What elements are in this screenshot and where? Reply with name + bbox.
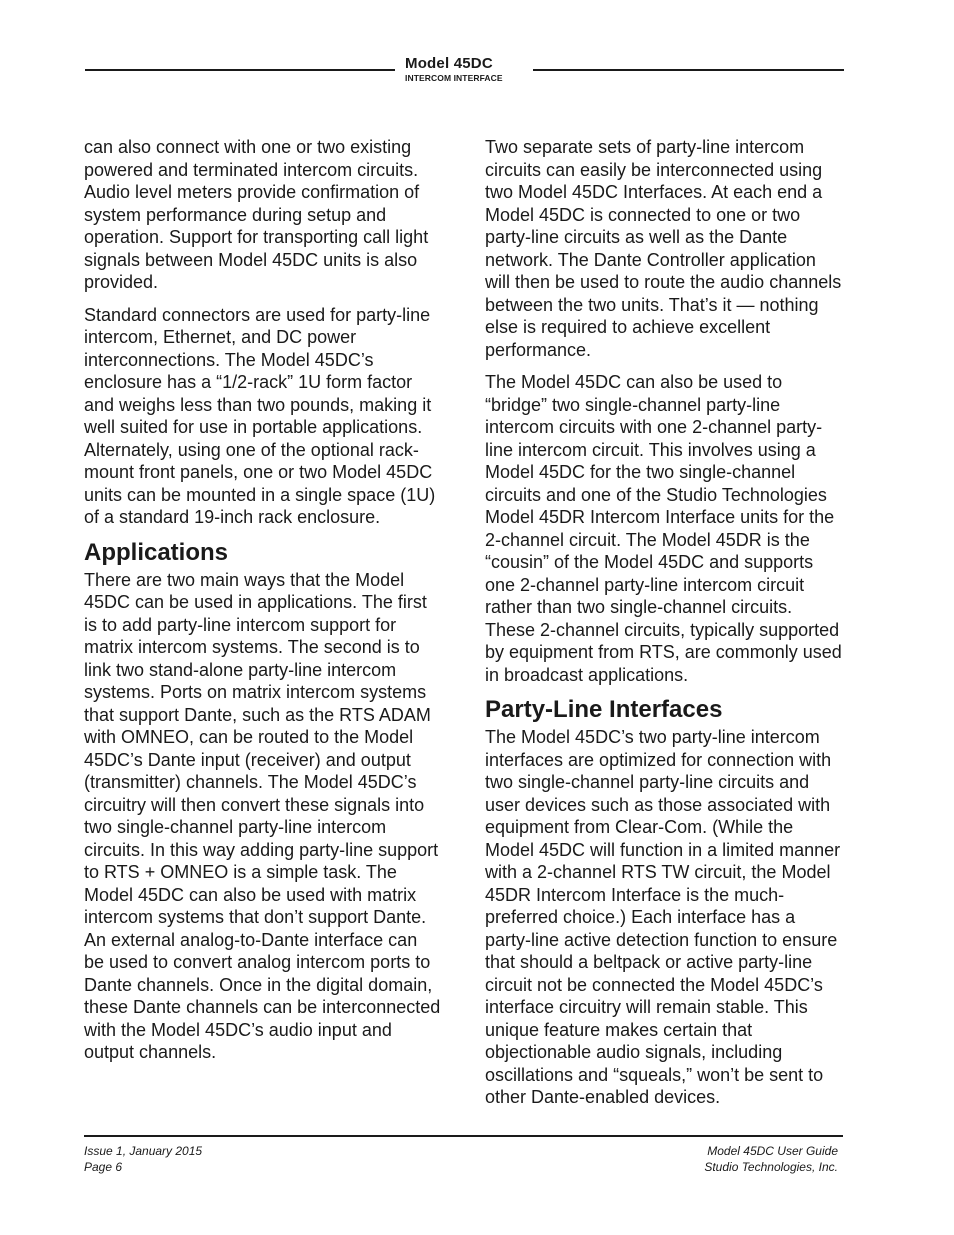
footer-right: [704, 1143, 838, 1175]
footer-left: [84, 1143, 202, 1175]
party-line-heading: Party-Line Interfaces: [485, 696, 723, 723]
footer-page-number: Page 6: [84, 1160, 123, 1174]
body-paragraph: The Model 45DC can also be used to “bridge” two single-channel party-line intercom circuits with one 2-channel party-line intercom circuit. This involves using a Model 45DC for the two single-channel circuits and one of the Studio Technologies Model 45DR Intercom Interface units for the 2-channel circuit. The Model 45DR is the “cousin” of the Model 45DC and supports one 2-channel party-line intercom circuit rather than two single-channel circuits. These 2-channel circuits, typically supported by equipment from RTS, are commonly used in broadcast applications.: [485, 372, 842, 685]
footer-rule: [84, 1135, 843, 1137]
body-paragraph: can also connect with one or two existing powered and terminated intercom circuits. Audio level meters provide confirmation of system performance during setup and operation. Support for transporting call light signals between Model 45DC units is also provided.: [84, 137, 429, 292]
applications-heading: Applications: [84, 538, 229, 566]
header-rule-left: [85, 69, 395, 71]
body-paragraph: There are two main ways that the Model 45DC can be used in applications. The first is to add party-line intercom support for matrix intercom systems. The second is to link two stand-alone party-line intercom systems. Ports on matrix intercom systems that support Dante, such as the RTS ADAM with OMNEO, can be routed to the Model 45DC’s Dante input (receiver) and output (transmitter) channels. The Model 45DC’s circuitry will then convert these signals into two single-channel party-line intercom circuits. In this way adding party-line support to RTS + OMNEO is a simple task. The Model 45DC can also be used with matrix intercom systems that don’t support Dante. An external analog-to-Dante interface can be used to convert analog intercom ports to Dante channels. Once in the digital domain, these Dante channels can be interconnected with the Model 45DC’s audio input and output channels.: [84, 569, 441, 1062]
left-column: [84, 136, 442, 1074]
body-paragraph: Standard connectors are used for party-line intercom, Ethernet, and DC power interconnections. The Model 45DC’s enclosure has a “1/2-rack” 1U form factor and weighs less than two pounds, making it well suited for use in portable applications. Alternately, using one of the optional rack-mount front panels, one or two Model 45DC units can be mounted in a single space (1U) of a standard 19-inch rack enclosure.: [84, 304, 436, 527]
body-paragraph: Two separate sets of party-line intercom circuits can easily be interconnected using two Model 45DC Interfaces. At each end a Model 45DC is connected to one or two party-line circuits as well as the Dante network. The Dante Controller application will then be used to route the audio channels between the two units. That’s it — nothing else is required to achieve excellent performance.: [485, 137, 842, 360]
header-rule-right: [533, 69, 844, 71]
footer-company: Studio Technologies, Inc.: [704, 1160, 838, 1174]
footer-guide-title: Model 45DC User Guide: [707, 1144, 838, 1158]
body-paragraph: The Model 45DC’s two party-line intercom interfaces are optimized for connection with two single-channel party-line circuits and user devices such as those associated with equipment from Clear-Com. (While the Model 45DC will function in a limited manner with a 2-channel RTS TW circuit, the Model 45DR Intercom Interface is the much-preferred choice.) Each interface has a party-line active detection function to ensure that should a beltpack or active party-line circuit not be connected the Model 45DC’s interface circuitry will remain stable. This unique feature makes certain that objectionable audio signals, including oscillations and “squeals,” won’t be sent to other Dante-enabled devices.: [485, 727, 841, 1107]
header-subtitle: INTERCOM INTERFACE: [405, 73, 503, 83]
right-column: [485, 136, 843, 1119]
header-title: Model 45DC: [405, 55, 493, 72]
footer-issue: Issue 1, January 2015: [84, 1144, 203, 1158]
